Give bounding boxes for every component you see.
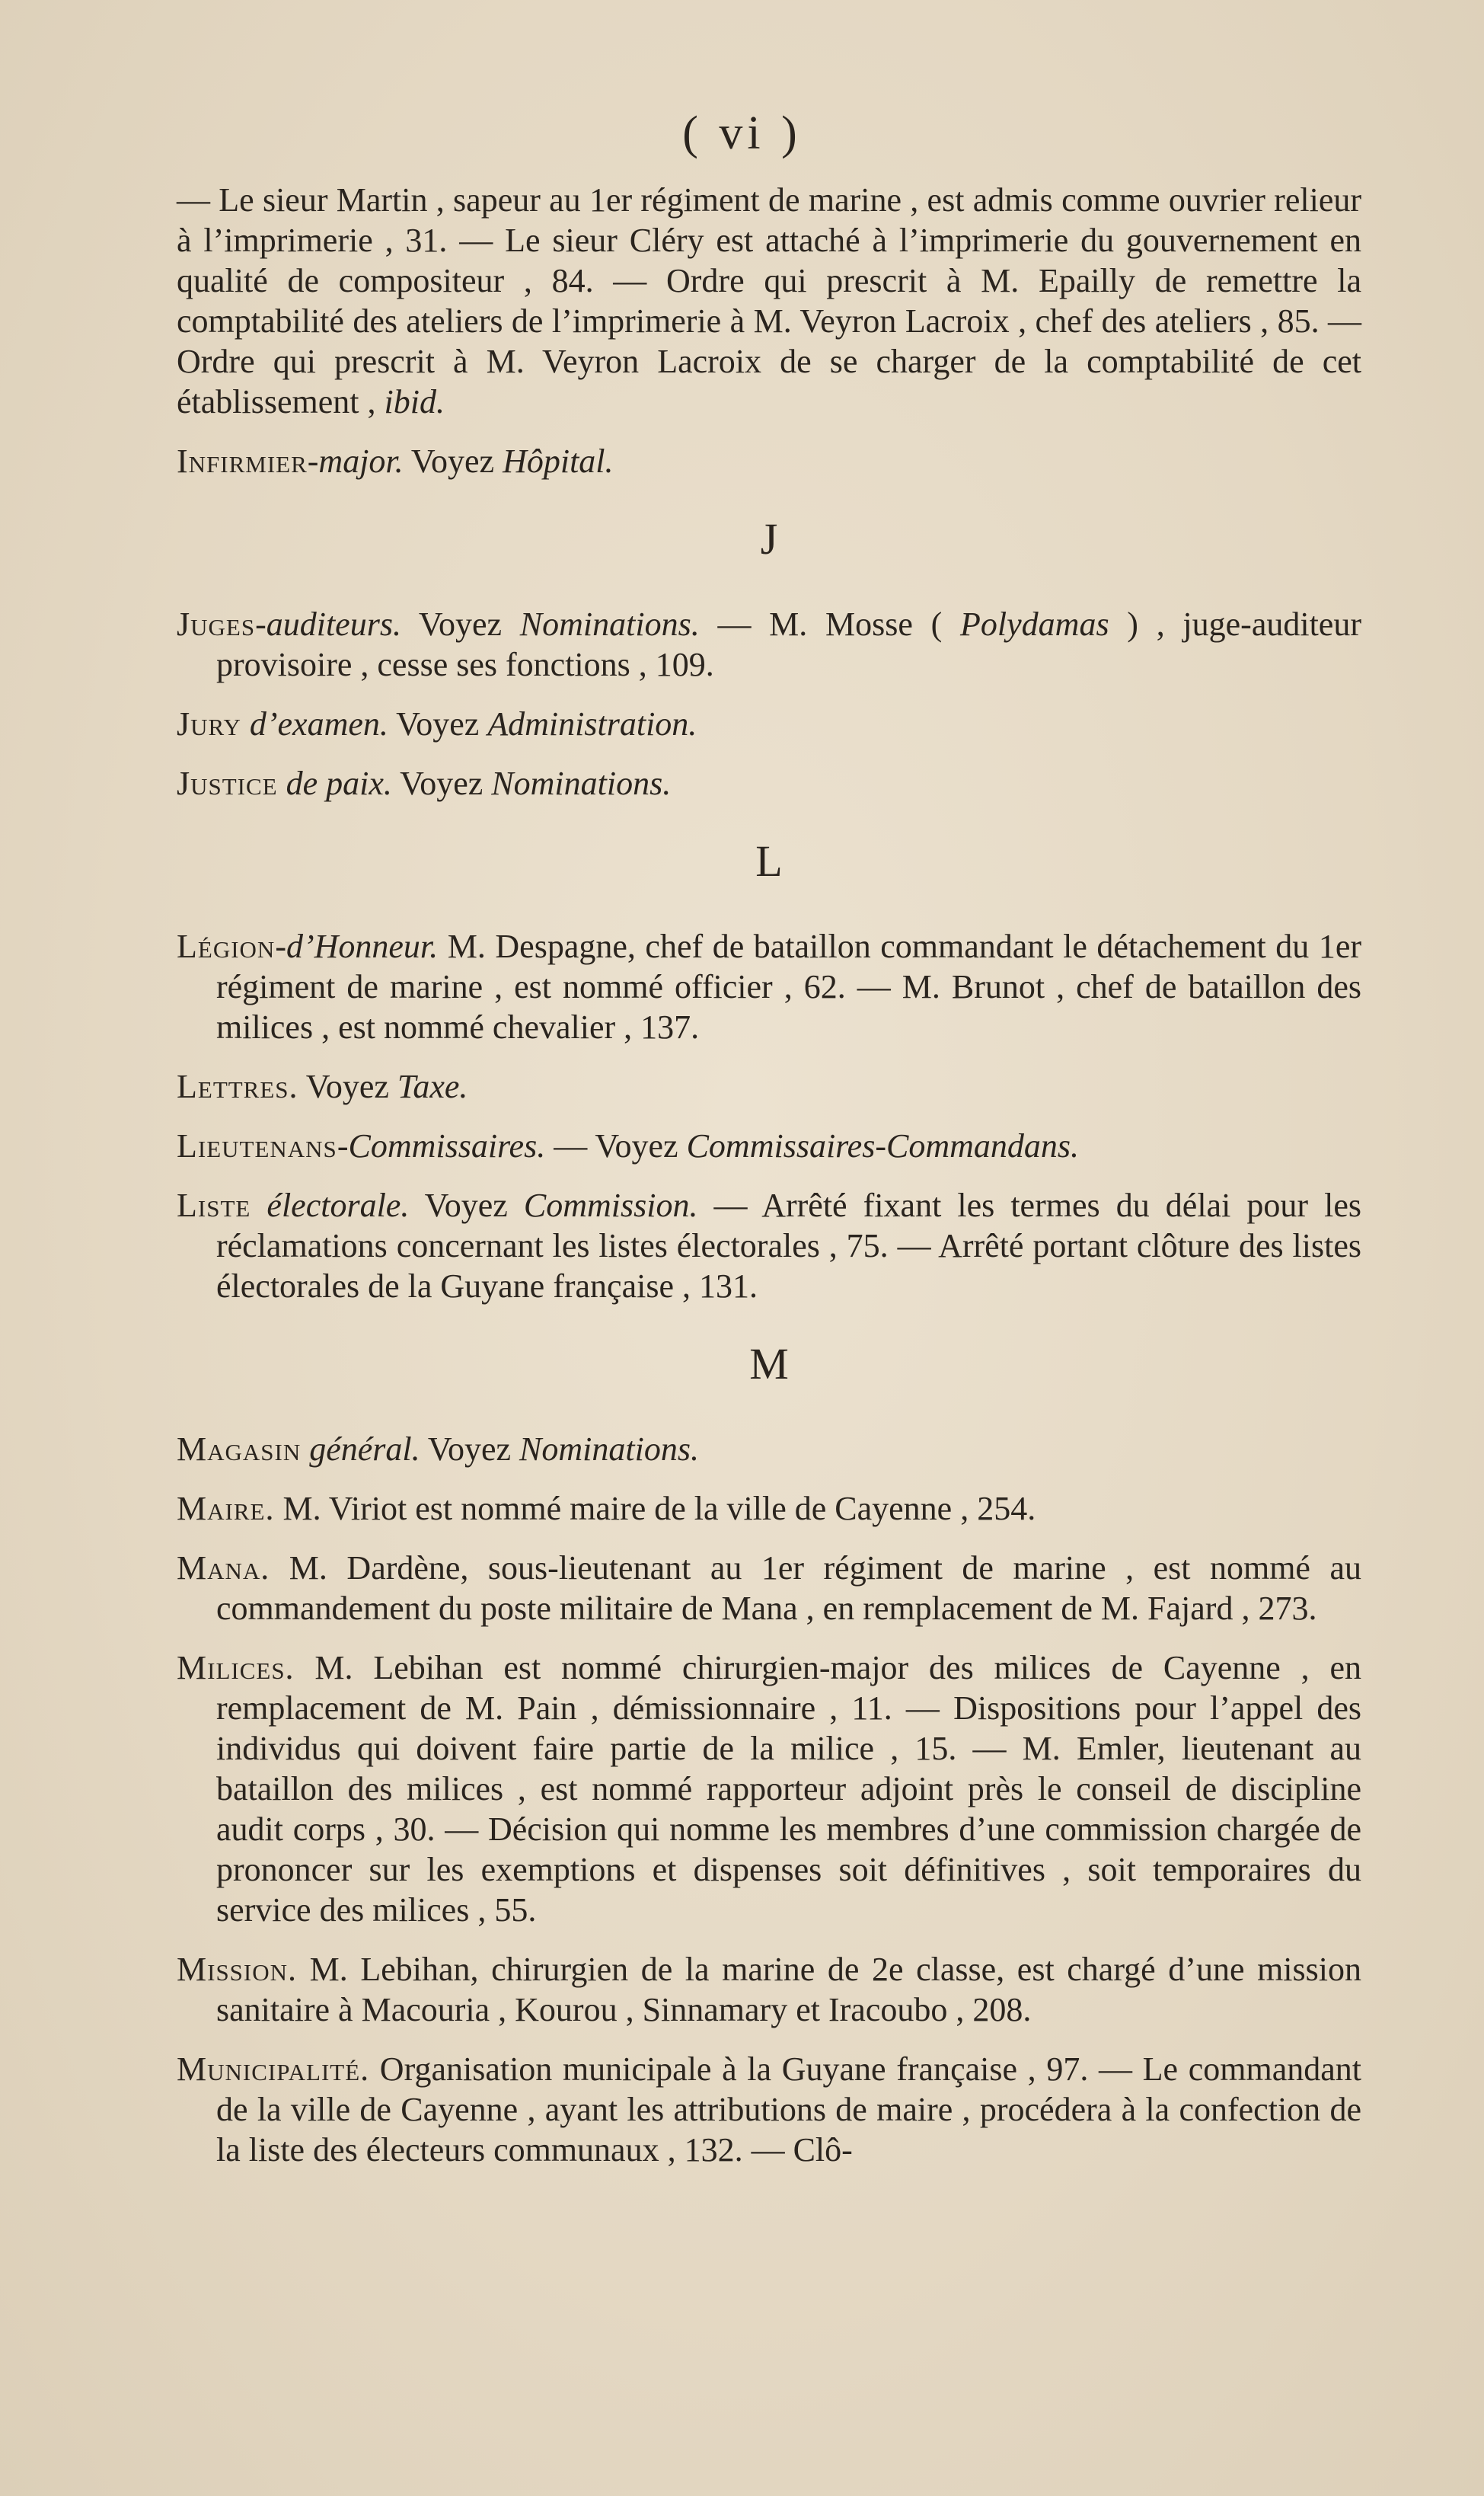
entry-ref: ibid. (384, 383, 445, 420)
entry-magasin (177, 1429, 1361, 1469)
headword: Maire. (177, 1490, 275, 1527)
entry-text: — Arrêté fixant les termes du délai pour les réclamations concernant les listes électorales , 75. — Arrêté portant clôture des listes électorales de la Guyane française , 131. (216, 1187, 1361, 1305)
section-letter-j: J (760, 514, 778, 564)
entry-ref: Nominations. (491, 765, 672, 802)
headword-sub: d’examen. (241, 705, 388, 743)
entry-text: — M. Mosse ( (699, 606, 961, 643)
page-number: ( vi ) (682, 107, 802, 159)
entry-infirmier (177, 441, 1361, 481)
entry-legion (177, 926, 1361, 1047)
headword: Mission. (177, 1951, 298, 1988)
headword-sub: -auditeurs. (255, 606, 401, 643)
entry-ref: Taxe. (397, 1068, 468, 1105)
entry-text: Voyez (401, 606, 520, 643)
entry-lettres (177, 1066, 1361, 1107)
index-column (177, 180, 1361, 2189)
section-letter-l: L (755, 836, 783, 886)
entry-text: M. Viriot est nommé maire de la ville de Cayenne , 254. (274, 1490, 1036, 1527)
entry-juges (177, 604, 1361, 685)
entry-text: Organisation municipale à la Guyane française , 97. — Le commandant de la ville de Cayenne , ayant les attributions de maire , procédera à la confection de la liste des électeurs communaux , 132. — Clô- (216, 2050, 1361, 2168)
entry-ref: Hôpital. (503, 443, 614, 480)
section-letter-m: M (749, 1339, 789, 1389)
headword: Juges (177, 606, 256, 643)
entry-justice (177, 763, 1361, 804)
headword: Municipalité. (177, 2050, 370, 2088)
entry-text: M. Lebihan est nommé chirurgien-major des milices de Cayenne , en remplacement de M. Pain , démissionnaire , 11. — Dispositions pour l’appel des individus qui doivent faire partie de la milice , 15. — M. Emler, lieutenant au bataillon des milices , est nommé rapporteur adjoint près le conseil de discipline audit corps , 30. — Décision qui nomme les membres d’une commission chargée de prononcer sur les exemptions et dispenses soit définitives , soit temporaires du service des milices , 55. (216, 1649, 1361, 1929)
entry-jury (177, 704, 1361, 744)
entry-ref: Commissaires-Commandans. (686, 1127, 1079, 1165)
headword: Milices. (177, 1649, 295, 1686)
headword-sub: général. (301, 1430, 420, 1468)
entry-liste (177, 1185, 1361, 1306)
entry-text: Voyez (409, 1187, 524, 1224)
entry-text: Voyez (391, 765, 492, 802)
headword: Magasin (177, 1430, 302, 1468)
entry-ref: Nominations. (519, 606, 700, 643)
entry-text: ) , juge-auditeur provisoire , cesse ses fonctions , 109. (216, 606, 1361, 683)
headword-sub: -d’Honneur. (275, 928, 439, 965)
entry-text: M. Lebihan, chirurgien de la marine de 2e classe, est chargé d’une mission sanitaire à Macouria , Kourou , Sinnamary et Iracoubo , 208. (216, 1951, 1361, 2028)
headword: Légion (177, 928, 276, 965)
headword: Infirmier (177, 443, 308, 480)
entry-mana (177, 1548, 1361, 1628)
entry-mission (177, 1949, 1361, 2030)
entry-ref: Administration. (487, 705, 697, 743)
headword: Lieutenans (177, 1127, 337, 1165)
continued-entry (177, 180, 1361, 422)
entry-text: M. Dardène, sous-lieutenant au 1er régiment de marine , est nommé au commandement du poste militaire de Mana , en remplacement de M. Fajard , 273. (216, 1549, 1361, 1627)
entry-text: — Voyez (545, 1127, 687, 1165)
entry-milices (177, 1647, 1361, 1930)
entry-ref: Nominations. (519, 1430, 699, 1468)
entry-text: Voyez (388, 705, 488, 743)
entry-ref: Commission. (523, 1187, 698, 1224)
headword: Jury (177, 705, 241, 743)
headword-sub: de paix. (277, 765, 392, 802)
headword: Liste (177, 1187, 251, 1224)
entry-text: Voyez (298, 1068, 397, 1105)
headword-sub: -major. (307, 443, 404, 480)
entry-municipalite (177, 2049, 1361, 2170)
entry-text: Voyez (420, 1430, 520, 1468)
headword: Lettres. (177, 1068, 298, 1105)
entry-lieutenans (177, 1126, 1361, 1166)
entry-maire (177, 1488, 1361, 1529)
headword-sub: électorale. (251, 1187, 410, 1224)
entry-text: M. Despagne, chef de bataillon commandant le détachement du 1er régiment de marine , est nommé officier , 62. — M. Brunot , chef de bataillon des milices , est nommé chevalier , 137. (216, 928, 1361, 1046)
headword-sub: -Commissaires. (337, 1127, 546, 1165)
entry-text: Voyez (403, 443, 503, 480)
entry-text: — Le sieur Martin , sapeur au 1er régiment de marine , est admis comme ouvrier relieur à l’imprimerie , 31. — Le sieur Cléry est attaché à l’imprimerie du gouvernement en qualité de compositeur , 84. — Ordre qui prescrit à M. Epailly de remettre la comptabilité des ateliers de l’imprimerie à M. Veyron Lacroix , chef des ateliers , 85. — Ordre qui prescrit à M. Veyron Lacroix de se charger de la comptabilité de cet établissement , (177, 181, 1361, 420)
headword: Justice (177, 765, 278, 802)
entry-name: Polydamas (960, 606, 1109, 643)
headword: Mana. (177, 1549, 270, 1587)
